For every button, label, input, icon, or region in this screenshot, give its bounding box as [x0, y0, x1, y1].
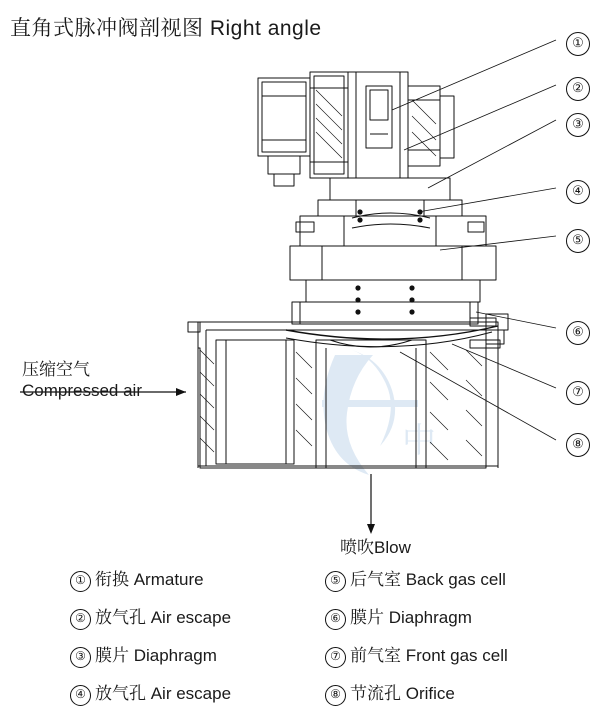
callout-1: ①: [566, 32, 590, 56]
outlet-label: 喷吹Blow: [340, 538, 411, 557]
callout-5: ⑤: [566, 229, 590, 253]
legend-symbol-7: ⑦: [325, 647, 346, 668]
legend-text-3: 膜片 Diaphragm: [95, 646, 217, 665]
callout-3: ③: [566, 113, 590, 137]
legend-item-4: [70, 679, 325, 706]
legend-text-6: 膜片 Diaphragm: [350, 608, 472, 627]
legend-symbol-1: ①: [70, 571, 91, 592]
legend-item-2: [70, 603, 325, 630]
legend-text-2: 放气孔 Air escape: [95, 608, 232, 627]
legend-item-6: [325, 603, 590, 630]
flow-arrow-outlet: [367, 474, 375, 534]
legend-symbol-3: ③: [70, 647, 91, 668]
legend-symbol-6: ⑥: [325, 609, 346, 630]
legend-symbol-4: ④: [70, 685, 91, 706]
inlet-label-en: Compressed air: [22, 381, 142, 400]
page-title: 直角式脉冲阀剖视图 Right angle: [10, 17, 322, 40]
callout-4: ④: [566, 180, 590, 204]
legend-item-3: [70, 641, 325, 668]
legend: [70, 565, 590, 706]
legend-text-8: 节流孔 Orifice: [350, 684, 455, 703]
legend-item-8: [325, 679, 590, 706]
legend-item-5: [325, 565, 590, 592]
svg-text:中: 中: [402, 423, 436, 460]
callout-7: ⑦: [566, 381, 590, 405]
legend-item-7: [325, 641, 590, 668]
legend-item-1: [70, 565, 325, 592]
watermark: [322, 350, 436, 475]
callout-8: ⑧: [566, 433, 590, 457]
legend-text-5: 后气室 Back gas cell: [350, 570, 506, 589]
callout-2: ②: [566, 77, 590, 101]
callout-6: ⑥: [566, 321, 590, 345]
legend-symbol-2: ②: [70, 609, 91, 630]
legend-text-7: 前气室 Front gas cell: [350, 646, 508, 665]
legend-text-1: 衔换 Armature: [95, 570, 204, 589]
legend-symbol-5: ⑤: [325, 571, 346, 592]
legend-symbol-8: ⑧: [325, 685, 346, 706]
inlet-label-cn: 压缩空气: [22, 360, 90, 379]
legend-text-4: 放气孔 Air escape: [95, 684, 232, 703]
